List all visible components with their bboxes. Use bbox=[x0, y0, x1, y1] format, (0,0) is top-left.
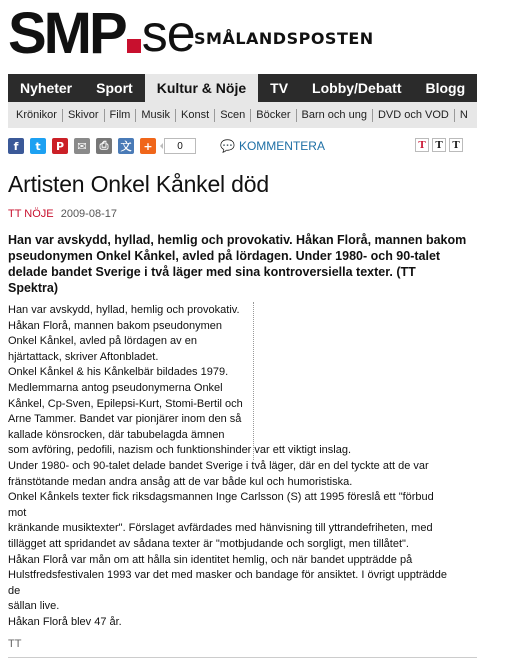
nav-item-sport[interactable]: Sport bbox=[96, 80, 133, 96]
body-line: sällan live. bbox=[8, 600, 60, 613]
body-line: Hulstfredsfestivalen 1993 var det med masker och bandage för ansiktet. I övrigt uppträdde de bbox=[8, 569, 448, 597]
nav-item-lobby-debatt[interactable]: Lobby/Debatt bbox=[312, 80, 402, 96]
twitter-icon[interactable]: t bbox=[30, 138, 46, 154]
share-bar bbox=[8, 136, 477, 156]
article-ingress: Han var avskydd, hyllad, hemlig och provokativ. Håkan Florå, mannen bakom pseudonymen Onkel Kånkel, avled på lördagen. Under 1980- och 90-talet delade bandet Sverige i två läger med sina kontroversiella texter. (TT Spektra) bbox=[8, 233, 467, 295]
body-line: Medlemmarna antog pseudonymerna Onkel bbox=[8, 381, 223, 394]
subnav-item-more[interactable]: N bbox=[459, 108, 468, 121]
body-line: fränstötande medan andra ansåg att de var både kul och humoristiska. bbox=[8, 475, 353, 488]
logo-dot bbox=[127, 39, 141, 53]
body-line: kallade könsrocken, där tabubelagda ämnen bbox=[8, 428, 225, 441]
subnav-item-scen[interactable]: Scen bbox=[215, 109, 251, 122]
nav-item-tv[interactable]: TV bbox=[270, 80, 289, 96]
body-line: Håkan Florå var mån om att hålla sin identitet hemlig, och när bandet uppträdde på bbox=[8, 553, 413, 566]
subnav-item-dvd-och-vod[interactable]: DVD och VOD bbox=[373, 109, 455, 122]
article-date: 2009-08-17 bbox=[60, 208, 117, 220]
body-line: Arne Tammer. Bandet var pionjärer inom den så bbox=[8, 413, 242, 426]
text-size-small-button[interactable]: T bbox=[415, 138, 429, 152]
article-title: Artisten Onkel Kånkel död bbox=[8, 171, 269, 197]
sub-nav bbox=[8, 102, 477, 128]
body-line: tillägget att spridandet av sådana texter är "motbjudande och sorgligt, men tillåtet". bbox=[8, 537, 409, 550]
article-meta bbox=[8, 208, 117, 220]
smp-logo[interactable] bbox=[8, 3, 195, 65]
body-narrow-column bbox=[8, 303, 252, 443]
print-icon[interactable]: ⎙ bbox=[96, 138, 112, 154]
body-line: Under 1980- och 90-talet delade bandet Sverige i två läger, där en del tyckte att de var bbox=[8, 459, 429, 472]
email-icon[interactable]: ✉ bbox=[74, 138, 90, 154]
body-line: Onkel Kånkel, avled på lördagen av en bbox=[8, 335, 197, 348]
main-nav bbox=[8, 74, 501, 102]
nav-item-more[interactable]: M bbox=[489, 80, 501, 96]
body-line: Han var avskydd, hyllad, hemlig och provokativ. bbox=[8, 304, 240, 316]
body-line: Håkan Florå blev 47 år. bbox=[8, 615, 122, 628]
share-count: 0 bbox=[164, 138, 196, 154]
bottom-divider bbox=[8, 657, 477, 658]
text-size-medium-button[interactable]: T bbox=[432, 138, 446, 152]
body-line: som avföring, pedofili, nazism och funktionshinder var ett viktigt inslag. bbox=[8, 444, 351, 457]
comment-link[interactable] bbox=[220, 139, 325, 153]
subnav-item-kronikor[interactable]: Krönikor bbox=[8, 109, 63, 122]
body-line: Håkan Florå, mannen bakom pseudonymen bbox=[8, 319, 223, 332]
brand-name: SMÅLANDSPOSTEN bbox=[194, 29, 374, 48]
body-line: Onkel Kånkel & his Kånkelbär bildades 1979. bbox=[8, 366, 229, 379]
comment-label: KOMMENTERA bbox=[238, 139, 325, 153]
site-header bbox=[0, 0, 477, 70]
article-body bbox=[8, 303, 448, 630]
nav-item-kultur-noje[interactable]: Kultur & Nöje bbox=[145, 74, 258, 102]
body-line: kränkande musiktexter". Förslaget avfärdades med hänvisning till yttrandefriheten, med bbox=[8, 522, 433, 535]
pinterest-icon[interactable]: P bbox=[52, 138, 68, 154]
subnav-item-bocker[interactable]: Böcker bbox=[251, 109, 296, 122]
translate-icon[interactable]: 文 bbox=[118, 138, 134, 154]
article-byline: TT bbox=[8, 638, 22, 650]
logo-smp-text: SMP bbox=[8, 1, 125, 66]
nav-item-nyheter[interactable]: Nyheter bbox=[20, 80, 73, 96]
subnav-item-musik[interactable]: Musik bbox=[136, 109, 176, 122]
text-size-large-button[interactable]: T bbox=[449, 138, 463, 152]
speech-bubble-icon: 💬 bbox=[220, 139, 235, 153]
body-line: hjärtattack, skriver Aftonbladet. bbox=[8, 350, 159, 363]
nav-item-blogg[interactable]: Blogg bbox=[425, 80, 466, 96]
subnav-item-barn-och-ung[interactable]: Barn och ung bbox=[297, 109, 373, 122]
subnav-item-film[interactable]: Film bbox=[105, 109, 137, 122]
facebook-icon[interactable]: f bbox=[8, 138, 24, 154]
logo-se-text: se bbox=[141, 5, 195, 63]
subnav-item-konst[interactable]: Konst bbox=[176, 109, 215, 122]
addthis-icon[interactable]: + bbox=[140, 138, 156, 154]
text-size-controls bbox=[412, 138, 463, 152]
subnav-item-skivor[interactable]: Skivor bbox=[63, 109, 105, 122]
body-line: Kånkel, Cp-Sven, Epilepsi-Kurt, Stomi-Bertil och bbox=[8, 397, 243, 410]
article-category[interactable]: TT NÖJE bbox=[8, 208, 54, 220]
body-line: Onkel Kånkels texter fick riksdagsmannen Inge Carlsson (S) att 1995 föreslå ett "förbud mot bbox=[8, 491, 434, 519]
